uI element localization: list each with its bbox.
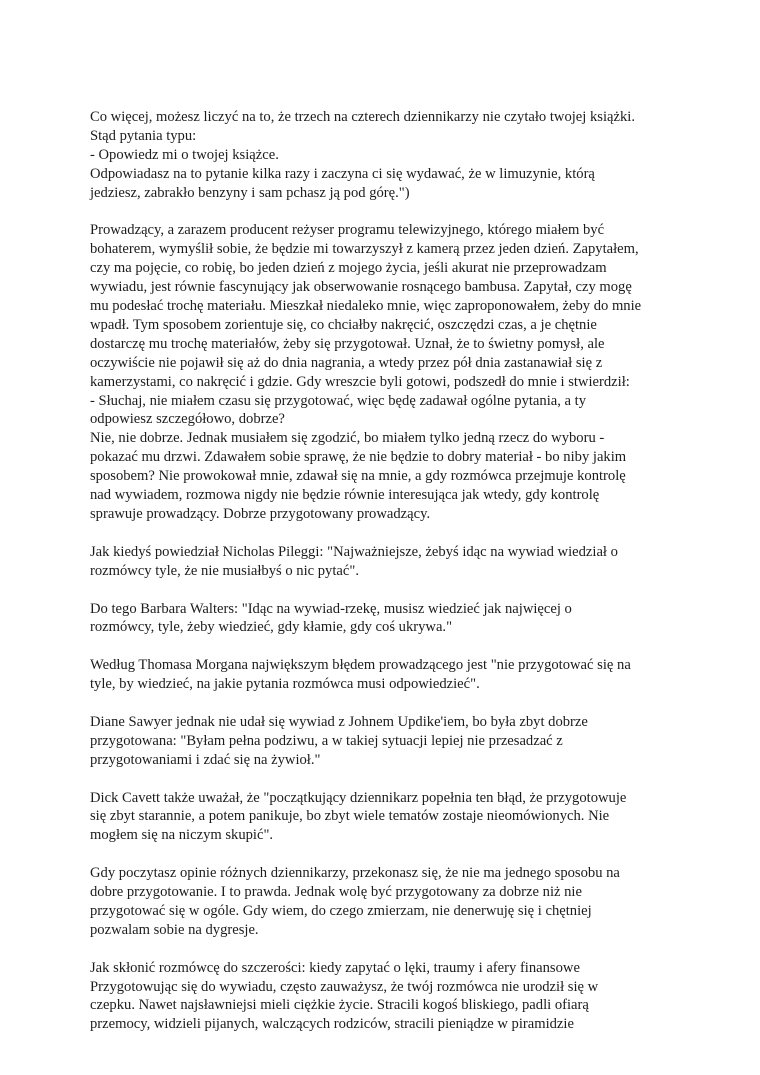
text-line: przygotowaniami i zdać się na żywioł.": [90, 751, 321, 768]
paragraph: [90, 959, 690, 1035]
text-line: się zbyt starannie, a potem panikuje, bo zbyt wiele tematów zostaje nieomówionych. Nie: [90, 808, 610, 825]
paragraph: [90, 789, 690, 846]
text-line: sposobem? Nie prowokował mnie, zdawał się na mnie, a gdy rozmówca przejmuje kontrolę: [90, 468, 626, 485]
paragraph: [90, 713, 690, 770]
text-line: - Słuchaj, nie miałem czasu się przygotować, więc będę zadawał ogólne pytania, a ty: [90, 392, 586, 409]
text-line: - Opowiedz mi o twojej książce.: [90, 146, 279, 163]
text-line: Co więcej, możesz liczyć na to, że trzech na czterech dziennikarzy nie czytało twojej książki.: [90, 109, 635, 125]
text-line: wywiadu, jest równie fascynujący jak obserwowanie rosnącego bambusa. Zapytał, czy mogę: [90, 279, 632, 296]
paragraph: [90, 543, 690, 581]
text-line: dobre przygotowanie. I to prawda. Jednak wolę być przygotowany za dobrze niż nie: [90, 884, 582, 901]
paragraph: [90, 108, 690, 203]
paragraph: [90, 864, 690, 940]
text-line: bohaterem, wymyślił sobie, że będzie mi towarzyszył z kamerą przez jeden dzień. Zapytałem,: [90, 241, 639, 258]
text-line: Stąd pytania typu:: [90, 127, 197, 144]
text-line: dostarczę mu trochę materiałów, żeby się przygotował. Uznał, że to świetny pomysł, ale: [90, 335, 605, 352]
text-line: kamerzystami, co nakręcić i gdzie. Gdy wreszcie byli gotowi, podszedł do mnie i stwierdził:: [90, 373, 630, 390]
text-line: sprawuje prowadzący. Dobrze przygotowany prowadzący.: [90, 506, 431, 523]
text-line: oczywiście nie pojawił się aż do dnia nagrania, a wtedy przez pół dnia zastanawiał się z: [90, 354, 603, 371]
text-line: rozmówcy, tyle, żeby wiedzieć, gdy kłamie, gdy coś ukrywa.": [90, 619, 453, 636]
text-line: przemocy, widzieli pijanych, walczących rodziców, stracili pieniądze w piramidzie: [90, 1016, 574, 1033]
text-line: wpadł. Tym sposobem zorientuje się, co chciałby nakręcić, oszczędzi czas, a je chętnie: [90, 316, 597, 333]
text-line: Nie, nie dobrze. Jednak musiałem się zgodzić, bo miałem tylko jedną rzecz do wyboru -: [90, 430, 605, 447]
document-page: [90, 108, 690, 1053]
paragraph: [90, 221, 690, 524]
text-line: Do tego Barbara Walters: "Idąc na wywiad-rzekę, musisz wiedzieć jak najwięcej o: [90, 600, 572, 617]
text-line: jedziesz, zabrakło benzyny i sam pchasz ją pod górę."): [90, 184, 410, 201]
text-line: czy ma pojęcie, co robię, bo jeden dzień z mojego życia, jeśli akurat nie przeprowadzam: [90, 260, 607, 277]
paragraph: [90, 656, 690, 694]
text-line: Gdy poczytasz opinie różnych dziennikarzy, przekonasz się, że nie ma jednego sposobu na: [90, 865, 620, 882]
text-line: nad wywiadem, rozmowa nigdy nie będzie równie interesująca jak wtedy, gdy kontrolę: [90, 487, 600, 504]
text-line: Odpowiadasz na to pytanie kilka razy i zaczyna ci się wydawać, że w limuzynie, którą: [90, 165, 595, 182]
text-line: Dick Cavett także uważał, że "początkujący dziennikarz popełnia ten błąd, że przygotowuje: [90, 789, 627, 806]
text-line: czepku. Nawet najsławniejsi mieli ciężkie życie. Stracili kogoś bliskiego, padli ofiarą: [90, 997, 589, 1014]
text-line: mogłem się na niczym skupić".: [90, 827, 274, 844]
text-line: Jak skłonić rozmówcę do szczerości: kiedy zapytać o lęki, traumy i afery finansowe: [90, 959, 580, 976]
text-line: Przygotowując się do wywiadu, często zauważysz, że twój rozmówca nie urodził się w: [90, 978, 599, 995]
text-line: Prowadzący, a zarazem producent reżyser programu telewizyjnego, którego miałem być: [90, 222, 605, 239]
text-line: Według Thomasa Morgana największym błędem prowadzącego jest "nie przygotować się na: [90, 657, 631, 674]
text-line: pokazać mu drzwi. Zdawałem sobie sprawę, że nie będzie to dobry materiał - bo niby jakim: [90, 449, 627, 466]
text-line: przygotować się w ogóle. Gdy wiem, do czego zmierzam, nie denerwuję się i chętniej: [90, 902, 592, 919]
text-line: Diane Sawyer jednak nie udał się wywiad z Johnem Updike'iem, bo była zbyt dobrze: [90, 713, 588, 730]
paragraph: [90, 600, 690, 638]
text-line: Jak kiedyś powiedział Nicholas Pileggi: "Najważniejsze, żebyś idąc na wywiad wiedział o: [90, 543, 618, 560]
text-line: mu podesłać trochę materiału. Mieszkał niedaleko mnie, więc zaproponowałem, żeby do mnie: [90, 298, 642, 315]
text-line: pozwalam sobie na dygresje.: [90, 921, 259, 938]
text-line: tyle, by wiedzieć, na jakie pytania rozmówca musi odpowiedzieć".: [90, 676, 480, 693]
text-line: odpowiesz szczegółowo, dobrze?: [90, 411, 285, 428]
text-line: rozmówcy tyle, że nie musiałbyś o nic pytać".: [90, 562, 359, 579]
text-line: przygotowana: "Byłam pełna podziwu, a w takiej sytuacji lepiej nie przesadzać z: [90, 732, 563, 749]
